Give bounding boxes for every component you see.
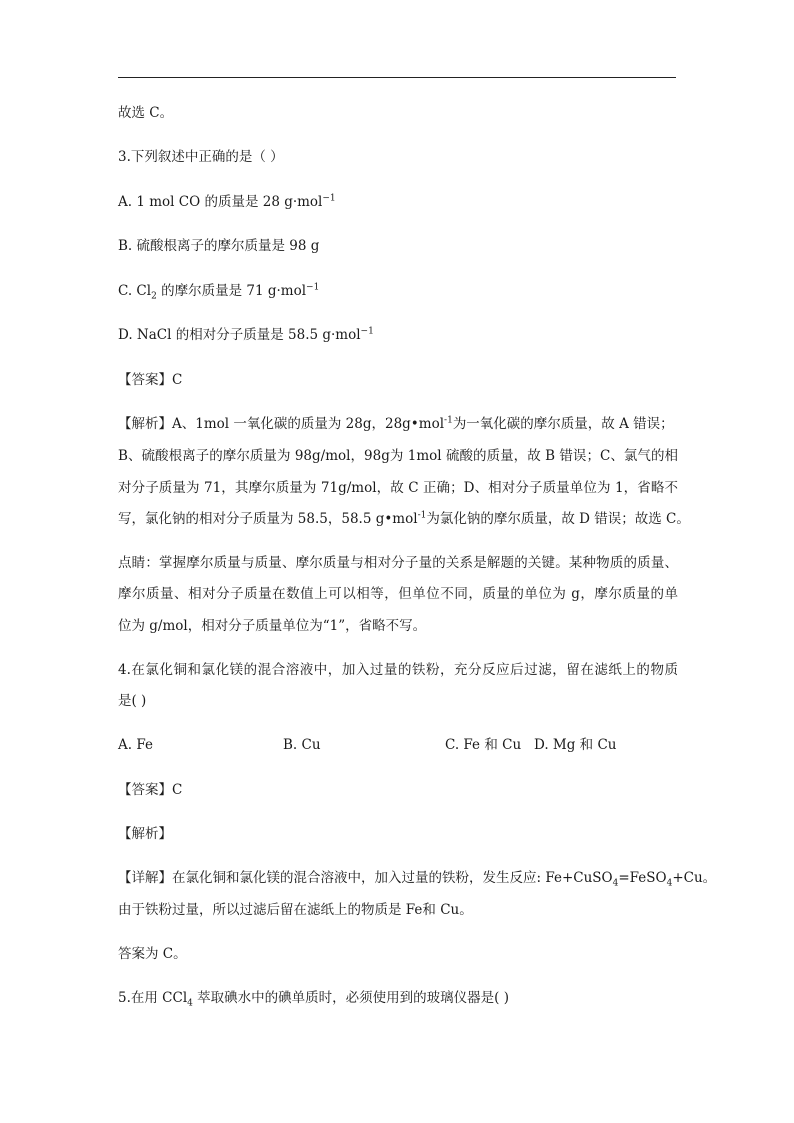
- explanation-4-title: 【解析】: [118, 826, 172, 842]
- question-text: 5.在用 CCl: [118, 990, 188, 1006]
- superscript: −1: [360, 326, 374, 337]
- question-3-option-a: [118, 193, 336, 211]
- explanation-text: 【解析】A、1mol 一氧化碳的质量为 28g，28g•mol: [118, 416, 445, 432]
- explanation-3-line-1: [118, 415, 674, 433]
- subscript: 4: [612, 878, 619, 889]
- explanation-4-line-2: 由于铁粉过量，所以过滤后留在滤纸上的物质是 Fe和 Cu。: [118, 902, 473, 918]
- explanation-4-line-1: [118, 869, 716, 887]
- question-text: 萃取碘水中的碘单质时，必须使用到的玻璃仪器是( ): [192, 990, 510, 1006]
- question-4-option-c: C. Fe 和 Cu: [445, 737, 522, 753]
- subscript: 4: [666, 878, 673, 889]
- subscript: 4: [187, 998, 193, 1009]
- answer-4: 【答案】C: [118, 782, 183, 798]
- question-4-option-b: B. Cu: [283, 737, 321, 753]
- note-line-2: 摩尔质量、相对分子质量在数值上可以相等，但单位不同，质量的单位为 g，摩尔质量的单: [118, 586, 678, 602]
- question-4-option-d: D. Mg 和 Cu: [534, 737, 617, 753]
- question-3-option-b: B. 硫酸根离子的摩尔质量是 98 g: [118, 238, 320, 254]
- explanation-text: 为一氧化碳的摩尔质量，故 A 错误；: [452, 416, 674, 432]
- explanation-4-line-3: 答案为 C。: [118, 946, 187, 962]
- explanation-text: 为氯化钠的摩尔质量，故 D 错误；故选 C。: [426, 511, 690, 527]
- superscript: -1: [444, 415, 453, 426]
- option-text: D. NaCl 的相对分子质量是 58.5 g·mol: [118, 327, 361, 343]
- explanation-3-line-2: B、硫酸根离子的摩尔质量为 98g/mol，98g为 1mol 硫酸的质量，故 B 错误；C、氯气的相: [118, 448, 678, 464]
- note-line-3: 位为 g/mol，相对分子质量单位为“1”，省略不写。: [118, 618, 427, 634]
- question-4-line-1: 4.在氯化铜和氯化镁的混合溶液中，加入过量的铁粉，充分反应后过滤，留在滤纸上的物质: [118, 662, 678, 678]
- question-3: 3.下列叙述中正确的是（ ）: [118, 149, 284, 165]
- explanation-3-line-3: 对分子质量为 71，其摩尔质量为 71g/mol，故 C 正确；D、相对分子质量单位为 1，省略不: [118, 480, 678, 496]
- explanation-text: 【详解】在氯化铜和氯化镁的混合溶液中，加入过量的铁粉，发生反应: Fe+CuSO: [118, 870, 613, 886]
- superscript: −1: [322, 193, 336, 204]
- note-line-1: 点睛：掌握摩尔质量与质量、摩尔质量与相对分子量的关系是解题的关键。某种物质的质量、: [118, 555, 678, 571]
- superscript: -1: [417, 510, 427, 521]
- option-text: 的摩尔质量是 71 g·mol: [156, 283, 307, 299]
- question-4-line-2: 是( ): [118, 693, 147, 709]
- question-4-option-a: A. Fe: [118, 737, 153, 753]
- question-5: [118, 989, 509, 1007]
- option-text: A. 1 mol CO 的质量是 28 g·mol: [118, 194, 323, 210]
- subscript: 2: [151, 291, 157, 302]
- option-text: C. Cl: [118, 283, 152, 299]
- question-3-option-d: [118, 326, 374, 344]
- explanation-text: =FeSO: [618, 870, 667, 886]
- conclusion-line: 故选 C。: [118, 105, 174, 121]
- explanation-3-line-4: [118, 510, 690, 528]
- answer-3: 【答案】C: [118, 372, 183, 388]
- explanation-text: +Cu。: [672, 870, 717, 886]
- header-rule: [118, 77, 676, 78]
- question-3-option-c: [118, 282, 319, 300]
- superscript: −1: [306, 282, 320, 293]
- explanation-text: 写，氯化钠的相对分子质量为 58.5，58.5 g•mol: [118, 511, 418, 527]
